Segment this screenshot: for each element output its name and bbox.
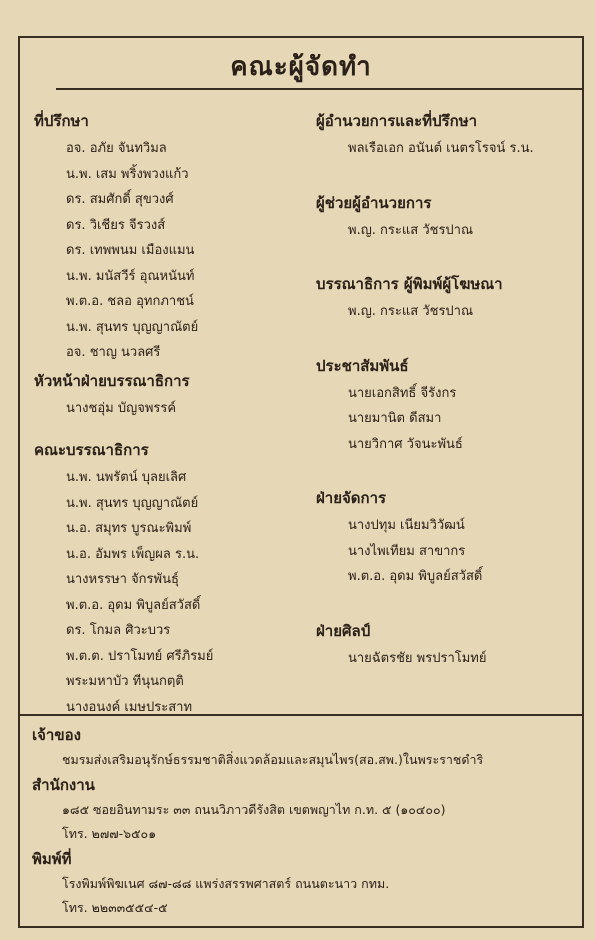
advisor-name: ดร. วิเชียร จีรวงส์ (66, 217, 166, 233)
editorial-head-name: นางชอุ่ม บัญจพรรค์ (66, 400, 177, 416)
office-heading: สำนักงาน (32, 776, 95, 794)
page-title: คณะผู้จัดทำ (230, 52, 372, 82)
pr-name: นายวิกาศ วัจนะพันธ์ (348, 436, 463, 452)
editorial-board-name: น.พ. นพรัตน์ บุลยเลิศ (66, 470, 187, 485)
editorial-board-name: น.พ. สุนทร บุญญาณัตย์ (66, 495, 199, 511)
management-name: พ.ต.อ. อุดม พิบูลย์สวัสดิ์ (348, 569, 483, 584)
editorial-board-name: นางอนงค์ เมษประสาท (66, 699, 193, 715)
right-column (316, 106, 578, 671)
editorial-board-name: ดร. โกมล ศิวะบวร (66, 623, 171, 638)
editor-publisher-name: พ.ญ. กระแส วัชรปาณ (348, 304, 474, 319)
advisor-name: น.พ. มนัสวีร์ อุณหนันท์ (66, 268, 195, 284)
editorial-board-name: พระมหาบัว ทีนุนกตฺติ (66, 674, 184, 689)
office-phone: โทร. ๒๗๗-๖๕๐๑ (62, 826, 157, 841)
section-divider (20, 714, 582, 716)
editorial-board-name: พ.ต.ต. ปราโมทย์ ศรีภิรมย์ (66, 648, 214, 664)
editorial-board-name: น.อ. สมุทร บูรณะพิมพ์ (66, 521, 192, 536)
art-heading: ฝ่ายศิลป์ (316, 621, 371, 640)
owner-heading: เจ้าของ (32, 726, 81, 744)
title-divider (56, 88, 582, 90)
staff-page (18, 36, 584, 928)
management-name: นางปทุม เนียมวิวัฒน์ (348, 518, 465, 533)
director-heading: ผู้อำนวยการและที่ปรึกษา (316, 112, 478, 130)
left-column (34, 106, 304, 720)
publication-info (32, 722, 580, 920)
pr-name: นายเอกสิทธิ์ จีรังกร (348, 385, 457, 401)
advisor-name: น.พ. เสม พริ้งพวงแก้ว (66, 166, 189, 182)
pr-heading: ประชาสัมพันธ์ (316, 356, 409, 375)
advisors-heading: ที่ปรึกษา (34, 112, 89, 130)
management-heading: ฝ่ายจัดการ (316, 489, 387, 507)
advisor-name: อจ. อภัย จันทวิมล (66, 141, 167, 156)
advisor-name: พ.ต.อ. ชลอ อุทกภาชน์ (66, 294, 194, 309)
office-address: ๑๘๕ ซอยอินทามระ ๓๓ ถนนวิภาวดีรังสิต เขตพญาไท ก.ท. ๕ (๑๐๔๐๐) (62, 802, 446, 817)
editorial-board-name: น.อ. อัมพร เพ็ญผล ร.น. (66, 546, 200, 562)
advisor-name: ดร. สมศักดิ์ สุขวงศ์ (66, 192, 174, 207)
editorial-head-heading: หัวหน้าฝ่ายบรรณาธิการ (34, 371, 190, 390)
advisor-name: ดร. เทพพนม เมืองแมน (66, 243, 195, 258)
advisor-name: น.พ. สุนทร บุญญาณัตย์ (66, 319, 199, 335)
asst-director-name: พ.ญ. กระแส วัชรปาณ (348, 222, 474, 238)
printer-phone: โทร. ๒๒๓๓๕๕๔-๕ (62, 900, 168, 915)
printer-address: โรงพิมพ์พิฆเนศ ๘๗-๘๘ แพร่งสรรพศาสตร์ ถนนตะนาว กทม. (62, 876, 390, 891)
pr-name: นายมานิต ดีสมา (348, 411, 442, 426)
asst-director-heading: ผู้ช่วยผู้อำนวยการ (316, 193, 432, 212)
management-name: นางไพเทียม สาขากร (348, 543, 466, 559)
advisor-name: อจ. ชาญ นวลศรี (66, 345, 161, 360)
director-name: พลเรือเอก อนันต์ เนตรโรจน์ ร.น. (348, 141, 534, 156)
editor-publisher-heading: บรรณาธิการ ผู้พิมพ์ผู้โฆษณา (316, 275, 503, 293)
editorial-board-name: พ.ต.อ. อุดม พิบูลย์สวัสดิ์ (66, 597, 201, 613)
editorial-board-name: นางหรรษา จักรพันธุ์ (66, 572, 179, 587)
owner-text: ชมรมส่งเสริมอนุรักษ์ธรรมชาติสิ่งแวดล้อมและสมุนไพร(สอ.สพ.)ในพระราชดำริ (62, 752, 484, 767)
editorial-board-heading: คณะบรรณาธิการ (34, 441, 149, 459)
art-name: นายฉัตรชัย พรปราโมทย์ (348, 650, 487, 666)
printer-heading: พิมพ์ที่ (32, 850, 72, 868)
